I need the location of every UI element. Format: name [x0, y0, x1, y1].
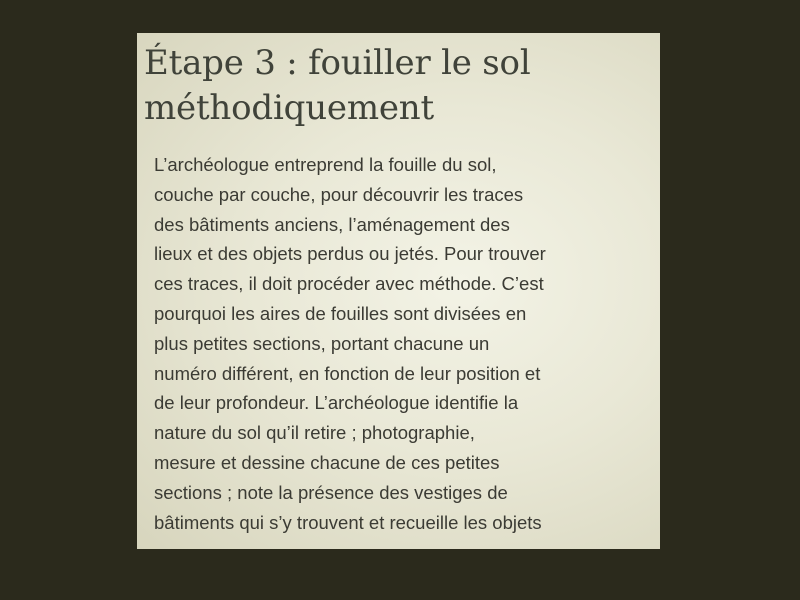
body-line-4: lieux et des objets perdus ou jetés. Pour trouver: [154, 243, 546, 265]
body-line-5: ces traces, il doit procéder avec méthode. C’est: [154, 273, 544, 295]
document-panel: [137, 33, 660, 549]
body-line-11: mesure et dessine chacune de ces petites: [154, 451, 500, 473]
title-line-1: Étape 3 : fouiller le sol: [144, 43, 531, 83]
body-line-2: couche par couche, pour découvrir les traces: [154, 183, 524, 205]
body-line-9: de leur profondeur. L’archéologue identifie la: [154, 392, 519, 414]
title-line-2: méthodiquement: [144, 88, 434, 128]
document-body: [154, 150, 652, 537]
body-line-12: sections ; note la présence des vestiges de: [154, 481, 508, 503]
document-title: [144, 41, 644, 131]
body-line-6: pourquoi les aires de fouilles sont divisées en: [154, 302, 527, 324]
body-line-10: nature du sol qu’il retire ; photographie,: [154, 422, 475, 444]
body-line-3: des bâtiments anciens, l’aménagement des: [154, 213, 510, 235]
body-line-13: bâtiments qui s’y trouvent et recueille les objets: [154, 511, 542, 533]
body-line-1: L’archéologue entreprend la fouille du sol,: [154, 154, 497, 175]
body-line-8: numéro différent, en fonction de leur position et: [154, 362, 541, 384]
body-line-7: plus petites sections, portant chacune un: [154, 332, 490, 354]
